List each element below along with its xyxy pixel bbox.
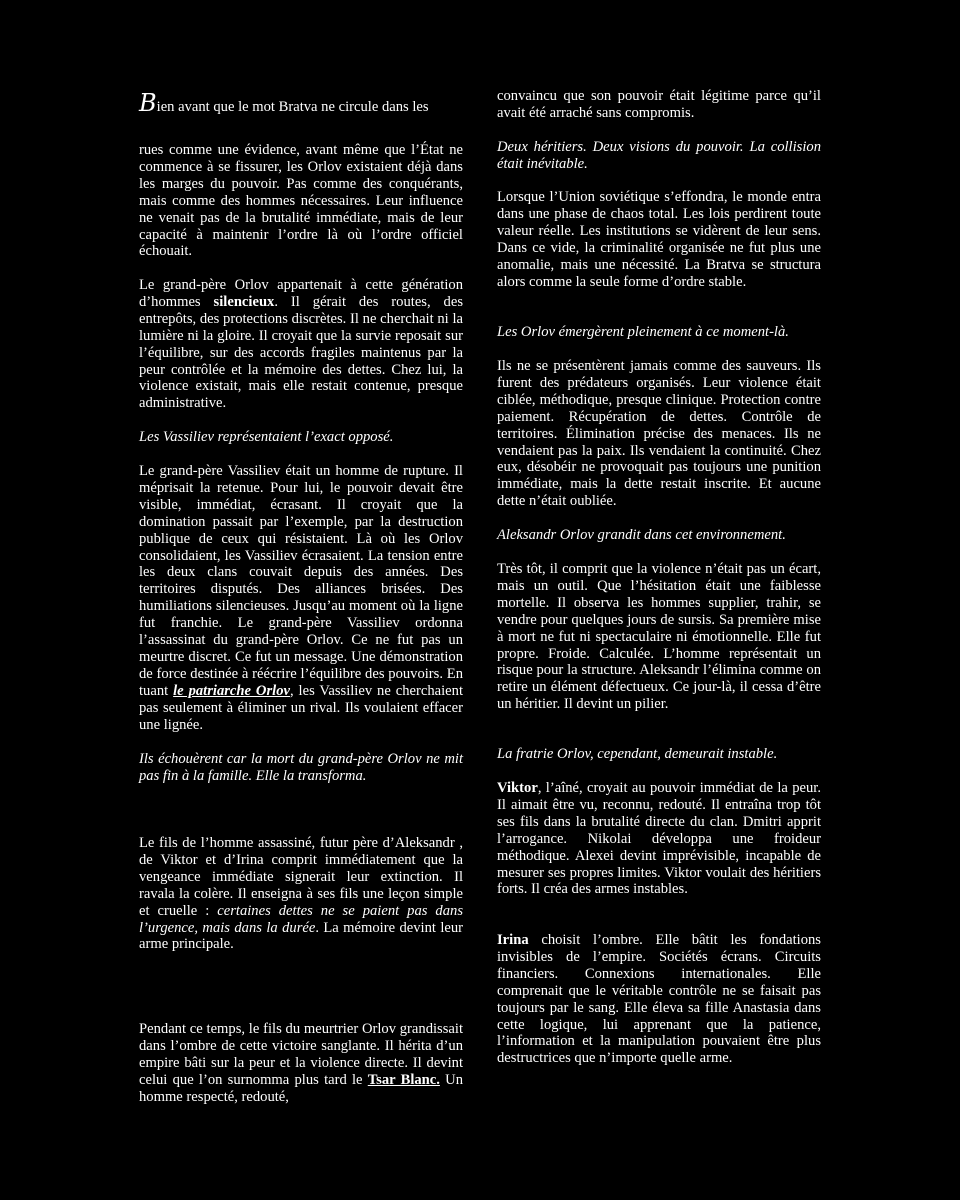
paragraph-text: , l’aîné, croyait au pouvoir immédiat de la peur. Il aimait être vu, reconnu, redouté. Il entraîna trop tôt ses fils dans la brutalité directe du clan. Dmitri apprit l’arrogance. Nikolai développa une froideur méthodique. Alexei devint imprévisible, incapable de mesurer ses propres limites. Viktor voulait des héritiers forts. Il créa des armes instables. [497,780,821,898]
paragraph-text: . La mémoire devint leur arme principale. [139,919,464,953]
paragraph-text: Pendant ce temps, le fils du meurtrier Orlov grandissait dans l’ombre de cette victoire sanglante. Il hérita d’un empire bâti sur la peur et la violence directe. Il devint celui que l’on surnomma plus tard le [139,1021,463,1088]
paragraph-text: Le grand-père Vassiliev était un homme de rupture. Il méprisait la retenue. Pour lui, le pouvoir devait être visible, immédiat, écrasant. Il croyait que la domination passait par l’exemple, par la destruction publique de ceux qui résistaient. Là où les Orlov consolidaient, les Vassiliev écrasaient. La tension entre les deux clans couvait depuis des années. Des territoires disputés. Des alliances brisées. Des humiliations silencieuses. Jusqu’au moment où la ligne fut franchie. Le grand-père Vassiliev ordonna l’assassinat du grand-père Orlov. Ce ne fut pas un meurtre discret. Ce fut un message. Une démonstration de force destinée à réécrire l’équilibre des pouvoirs. En tuant [139,463,463,699]
paragraph-text: Le fils de l’homme assassiné, futur père d’Aleksandr , de Viktor et d’Irina comprit immédiatement que la vengeance immédiate signerait leur extinction. Il ravala la colère. Il enseigna à ses fils une leçon simple et cruelle : [139,835,463,919]
paragraph-text: , les Vassiliev ne cherchaient pas seulement à éliminer un rival. Ils voulaient effacer une lignée. [139,682,463,733]
paragraph-aleksandr-grew: Aleksandr Orlov grandit dans cet environnement. [497,527,786,543]
paragraph-two-heirs: Deux héritiers. Deux visions du pouvoir. La collision était inévitable. [497,139,821,172]
paragraph-predators: Ils ne se présentèrent jamais comme des sauveurs. Ils furent des prédateurs organisés. Leur violence était ciblée, méthodique, presque clinique. Protection contre paiement. Récupération de dettes. Contrôle de territoires. Élimination précise des menaces. Ils ne vendaient pas la paix. Ils vendaient la continuité. Chez eux, désobéir ne provoquait pas toujours une punition immédiate, mais la dette restait inscrite. Et aucune dette n’était oubliée. [497,358,821,510]
name-irina: Irina [497,932,529,948]
paragraph-origins: rues comme une évidence, avant même que l’État ne commence à se fissurer, les Orlov existaient déjà dans les marges du pouvoir. Pas comme des conquérants, mais comme des hommes nécessaires. Leur influence ne venait pas de la brutalité immédiate, mais de leur capacité à maintenir l’ordre là où l’ordre officiel échouait. [139,142,463,260]
emphasis-silencieux: silencieux [213,293,275,310]
paragraph-vassiliev-opposite: Les Vassiliev représentaient l’exact opposé. [139,429,394,445]
paragraph-convinced: convaincu que son pouvoir était légitime parce qu’il avait été arraché sans compromis. [497,88,821,121]
opening-line-text: ien avant que le mot Bratva ne circule dans les [156,99,429,115]
paragraph-text: . Il gérait des routes, des entrepôts, des protections discrètes. Il ne cherchait ni la lumière ni la gloire. Il croyait que la survie reposait sur l’équilibre, sur des accords fragiles maintenus par la peur contrôlée et la mémoire des dettes. Chez lui, la violence existait, mais elle restait contenue, presque administrative. [139,293,463,412]
paragraph-grandfather-orlov [139,277,463,412]
name-viktor: Viktor [497,780,538,796]
paragraph-irina [497,932,821,1067]
paragraph-grandfather-vassiliev [139,463,463,734]
paragraph-text: choisit l’ombre. Elle bâtit les fondations invisibles de l’empire. Sociétés écrans. Circuits financiers. Connexions internationales. Elle comprenait que le véritable contrôle ne se faisait pas toujours par le sang. Elle éleva sa fille Anastasia dans cette logique, lui apprenant que la patience, l’information et la manipulation pouvaient être plus destructrices que n’importe quelle arme. [497,932,821,1067]
emphasis-certaines-dettes: certaines dettes ne se paient pas dans l’urgence, mais dans la durée [139,902,463,936]
opening-line [139,89,463,117]
link-tsar-blanc[interactable]: Tsar Blanc. [367,1071,440,1088]
paragraph-siblings-unstable: La fratrie Orlov, cependant, demeurait instable. [497,746,778,762]
paragraph-first-kill: Très tôt, il comprit que la violence n’était pas un écart, mais un outil. Que l’hésitation était une faiblesse mortelle. Il observa les hommes supplier, trahir, se vendre pour quelques jours de sursis. Sa première mise à mort ne fut ni spectaculaire ni émotionnelle. Elle fut propre. Froide. Calculée. L’homme représentait un risque pour la structure. Aleksandr l’élimina comme on retire un élément défectueux. Ce jour-là, il cessa d’être un héritier. Il devint un pilier. [497,561,821,713]
paragraph-soviet-collapse: Lorsque l’Union soviétique s’effondra, le monde entra dans une phase de chaos total. Les lois perdirent toute valeur réelle. Les institutions se vidèrent de leur sens. Dans ce vide, la criminalité organisée ne fut plus une anomalie, mais une nécessité. La Bratva se structura alors comme la seule forme d’ordre stable. [497,189,821,290]
paragraph-viktor [497,780,821,898]
link-le-patriarche-orlov[interactable]: le patriarche Orlov [173,682,290,699]
paragraph-text: Un homme respecté, redouté, [139,1071,463,1105]
paragraph-tsar-blanc [139,1021,463,1106]
paragraph-orlov-emerged: Les Orlov émergèrent pleinement à ce moment-là. [497,324,789,340]
paragraph-son-of-murdered [139,835,463,953]
drop-cap: B [139,89,157,117]
paragraph-text: Le grand-père Orlov appartenait à cette génération d’hommes [139,277,463,310]
paragraph-they-failed: Ils échouèrent car la mort du grand-père Orlov ne mit pas fin à la famille. Elle la transforma. [139,751,463,784]
